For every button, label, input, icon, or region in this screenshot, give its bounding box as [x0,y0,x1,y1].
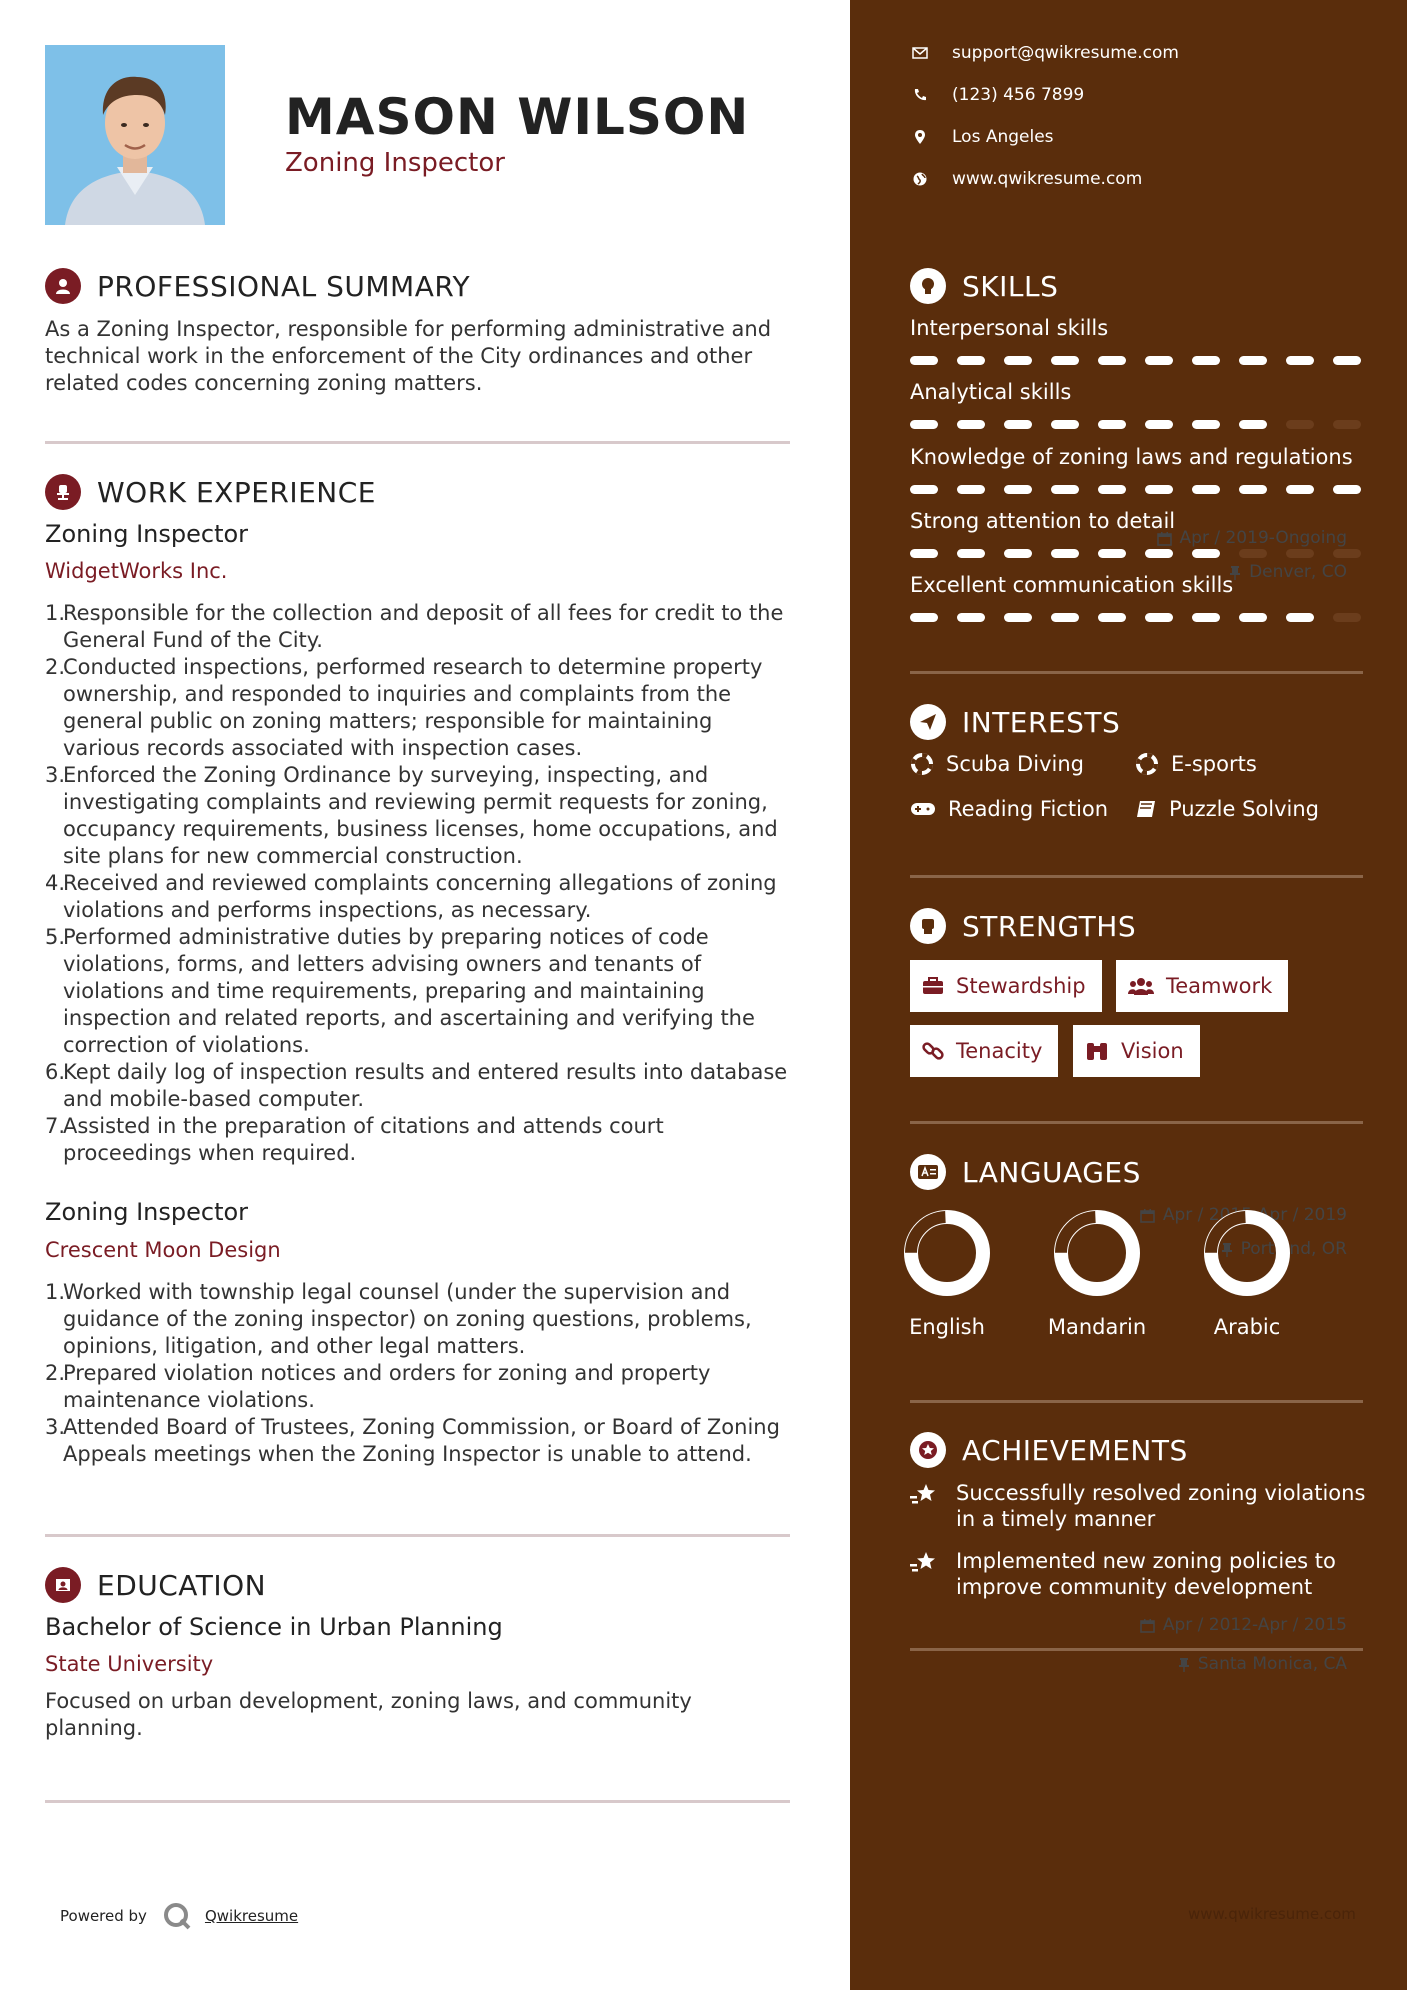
summary-heading [45,268,470,304]
location-text: Denver, CO [1249,562,1347,582]
skill-dash [1004,549,1032,558]
contact-location [910,127,1054,147]
dates-text: Apr / 2015-Apr / 2019 [1162,1205,1347,1225]
star-hand-icon [910,1482,946,1532]
star-hand-icon [910,1550,946,1600]
strength-label: Stewardship [956,974,1086,998]
skill-name: Strong attention to detail [910,509,1176,533]
skill-dash [1098,613,1126,622]
skill-dash [1333,420,1361,429]
skill-dash [1286,420,1314,429]
achievement-item [910,1480,1370,1532]
skill-dash [1051,420,1079,429]
interest-item [910,752,1084,776]
star-badge-icon [910,1432,946,1468]
skill-dash [1098,356,1126,365]
interest-label: Reading Fiction [948,797,1109,821]
pin-icon [1178,1657,1190,1672]
skill-dash [957,420,985,429]
job-bullets [45,600,790,1167]
skill-level-bar [910,420,1365,430]
list-item: 3. Enforced the Zoning Ordinance by surveying, inspecting, and investigating complaints and reviewing permit requests for zoning, occupancy requirements, business licenses, home occupations, and site plans for new commercial construction. [45,763,778,868]
skill-dash [1286,356,1314,365]
strength-label: Teamwork [1166,974,1273,998]
skill-dash [1239,356,1267,365]
lifebuoy-icon [910,752,934,776]
education-heading [45,1567,266,1603]
candidate-title: Zoning Inspector [285,148,505,178]
interest-item [1135,752,1257,776]
language-ring [899,1205,995,1301]
skill-dash [957,613,985,622]
skill-name: Excellent communication skills [910,573,1234,597]
section-title: WORK EXPERIENCE [97,475,376,509]
strength-label: Vision [1121,1039,1184,1063]
location-text: Santa Monica, CA [1197,1654,1347,1674]
list-item: 2. Conducted inspections, performed research to determine property ownership, and responded to inquiries and complaints from the general public on zoning matters; responsible for maintaining various records associated with inspection cases. [45,655,763,760]
paper-plane-icon [910,704,946,740]
gamepad-icon [910,801,936,817]
section-title: INTERESTS [962,705,1121,739]
map-marker-icon [910,130,930,144]
skill-dash [1239,420,1267,429]
divider [910,1400,1363,1403]
company-name: Crescent Moon Design [45,1238,281,1262]
strength-badge [1073,1025,1200,1077]
skill-dash [910,420,938,429]
job-bullets [45,1279,790,1468]
job-location [1229,562,1347,582]
skill-dash [1145,420,1173,429]
achievement-text: Successfully resolved zoning violations in a timely manner [956,1481,1366,1531]
skill-dash [1286,613,1314,622]
contact-website[interactable] [910,169,1142,189]
skill-dash [1239,613,1267,622]
skill-dash [1004,420,1032,429]
skill-dash [1051,549,1079,558]
interest-label: Scuba Diving [946,752,1084,776]
website-text: www.qwikresume.com [952,169,1143,189]
skill-dash [1239,549,1267,558]
binoculars-icon [1085,1041,1109,1061]
interests-heading [910,704,1120,740]
skill-dash [1098,549,1126,558]
candidate-name: MASON WILSON [285,88,750,146]
lifebuoy-icon [1135,752,1159,776]
contact-phone[interactable] [910,85,1084,105]
skill-dash [957,356,985,365]
skill-dash [1098,485,1126,494]
language-name: Mandarin [1047,1315,1147,1339]
skill-level-bar [910,356,1365,366]
skill-name: Interpersonal skills [910,316,1109,340]
divider [45,441,790,444]
location-text: Portland, OR [1240,1239,1347,1259]
divider [910,1648,1363,1651]
skill-dash [1145,549,1173,558]
experience-heading [45,474,376,510]
skill-level-bar [910,485,1365,495]
interest-label: E-sports [1171,752,1257,776]
divider [910,875,1363,878]
dates-text: Apr / 2019-Ongoing [1179,528,1347,548]
user-icon [45,268,81,304]
skill-dash [1192,485,1220,494]
list-item: 7. Assisted in the preparation of citations and attends court proceedings when required. [45,1114,664,1165]
footer-url: www.qwikresume.com [1188,1905,1356,1923]
strength-badge [910,960,1102,1012]
qwikresume-logo-icon [163,1902,191,1930]
skill-dash [910,549,938,558]
skill-dash [1145,485,1173,494]
skill-dash [1004,485,1032,494]
language-ring [1199,1205,1295,1301]
location-text: Los Angeles [952,127,1054,147]
fist-icon [910,908,946,944]
chair-icon [45,474,81,510]
skill-dash [910,485,938,494]
strength-badge [910,1025,1058,1077]
list-item: 1. Responsible for the collection and deposit of all fees for credit to the General Fund of the City. [45,601,784,652]
skill-dash [1286,485,1314,494]
skill-dash [1004,613,1032,622]
skill-dash [1333,356,1361,365]
skill-dash [1098,420,1126,429]
section-title: PROFESSIONAL SUMMARY [97,269,471,303]
users-icon [1128,977,1154,995]
skill-dash [910,356,938,365]
skill-dash [1192,356,1220,365]
skill-dash [1333,485,1361,494]
education-dates [1140,1615,1347,1635]
skill-level-bar [910,613,1365,623]
skill-dash [957,485,985,494]
skill-dash [1051,356,1079,365]
skill-dash [1145,356,1173,365]
link-icon [922,1040,944,1062]
strength-label: Tenacity [956,1039,1043,1063]
language-icon [910,1154,946,1190]
achievements-heading [910,1432,1188,1468]
briefcase-icon [922,977,944,995]
list-item: 6. Kept daily log of inspection results and entered results into database and mobile-based computer. [45,1060,788,1111]
email-text: support@qwikresume.com [952,43,1179,63]
skill-dash [1286,549,1314,558]
language-item [892,1205,1002,1339]
skill-name: Analytical skills [910,380,1072,404]
list-item: 4. Received and reviewed complaints concerning allegations of zoning violations and performs inspections, as necessary. [45,871,777,922]
skill-dash [1192,420,1220,429]
interest-label: Puzzle Solving [1169,797,1319,821]
section-title: SKILLS [962,269,1059,303]
skill-dash [910,613,938,622]
language-item [1042,1205,1152,1339]
book-icon [1135,799,1157,819]
skill-dash [957,549,985,558]
list-item: 1. Worked with township legal counsel (under the supervision and guidance of the zoning inspector) on zoning questions, problems, opinions, litigation, and other legal matters. [45,1280,752,1358]
company-name: WidgetWorks Inc. [45,559,228,583]
phone-icon [910,88,930,102]
divider [45,1534,790,1537]
interest-item [910,797,1108,821]
dates-text: Apr / 2012-Apr / 2015 [1162,1615,1347,1635]
skill-dash [1192,549,1220,558]
skill-dash [1333,549,1361,558]
job-title: Zoning Inspector [45,520,249,548]
language-name: Arabic [1213,1315,1281,1339]
brand-link[interactable]: Qwikresume [204,1907,299,1925]
language-item [1192,1205,1302,1339]
divider [910,1121,1363,1124]
skill-dash [1333,613,1361,622]
divider [45,1800,790,1803]
achievement-item [910,1548,1370,1600]
graduation-icon [45,1567,81,1603]
list-item: 3. Attended Board of Trustees, Zoning Commission, or Board of Zoning Appeals meetings when the Zoning Inspector is unable to attend. [45,1415,780,1466]
envelope-icon [910,47,930,59]
languages-heading [910,1154,1141,1190]
degree: Bachelor of Science in Urban Planning [45,1613,503,1641]
skill-level-bar [910,549,1365,559]
skill-dash [1192,613,1220,622]
interest-item [1135,797,1319,821]
strength-badge [1116,960,1288,1012]
skill-name: Knowledge of zoning laws and regulations [910,445,1353,469]
globe-icon [910,172,930,186]
skill-dash [1051,485,1079,494]
section-title: LANGUAGES [962,1155,1141,1189]
phone-text: (123) 456 7899 [952,85,1085,105]
skill-dash [1145,613,1173,622]
profile-photo [45,45,225,225]
language-ring [1049,1205,1145,1301]
language-name: English [909,1315,985,1339]
strengths-heading [910,908,1136,944]
school-name: State University [45,1652,214,1676]
skill-dash [1239,485,1267,494]
list-item: 2. Prepared violation notices and orders for zoning and property maintenance violations. [45,1361,711,1412]
skill-dash [1051,613,1079,622]
summary-text: As a Zoning Inspector, responsible for performing administrative and technical work in the enforcement of the City ordinances and other related codes concerning zoning matters. [45,317,772,395]
lightbulb-icon [910,268,946,304]
list-item: 5. Performed administrative duties by preparing notices of code violations, forms, and letters advising owners and tenants of violations and time requirements, preparing and maintaining inspection and related reports, and ascertaining and verifying the correction of violations. [45,925,755,1057]
skills-heading [910,268,1058,304]
section-title: ACHIEVEMENTS [962,1433,1188,1467]
job-dates [1157,528,1347,548]
powered-label: Powered by [60,1907,147,1925]
contact-email[interactable] [910,43,1179,63]
section-title: STRENGTHS [962,909,1137,943]
calendar-icon [1140,1618,1155,1633]
education-description: Focused on urban development, zoning laws, and community planning. [45,1689,692,1740]
section-title: EDUCATION [97,1568,267,1602]
divider [910,671,1363,674]
education-location [1178,1654,1347,1674]
skill-dash [1004,356,1032,365]
powered-by [60,1902,298,1930]
job-title: Zoning Inspector [45,1198,249,1226]
achievement-text: Implemented new zoning policies to improve community development [956,1549,1336,1599]
